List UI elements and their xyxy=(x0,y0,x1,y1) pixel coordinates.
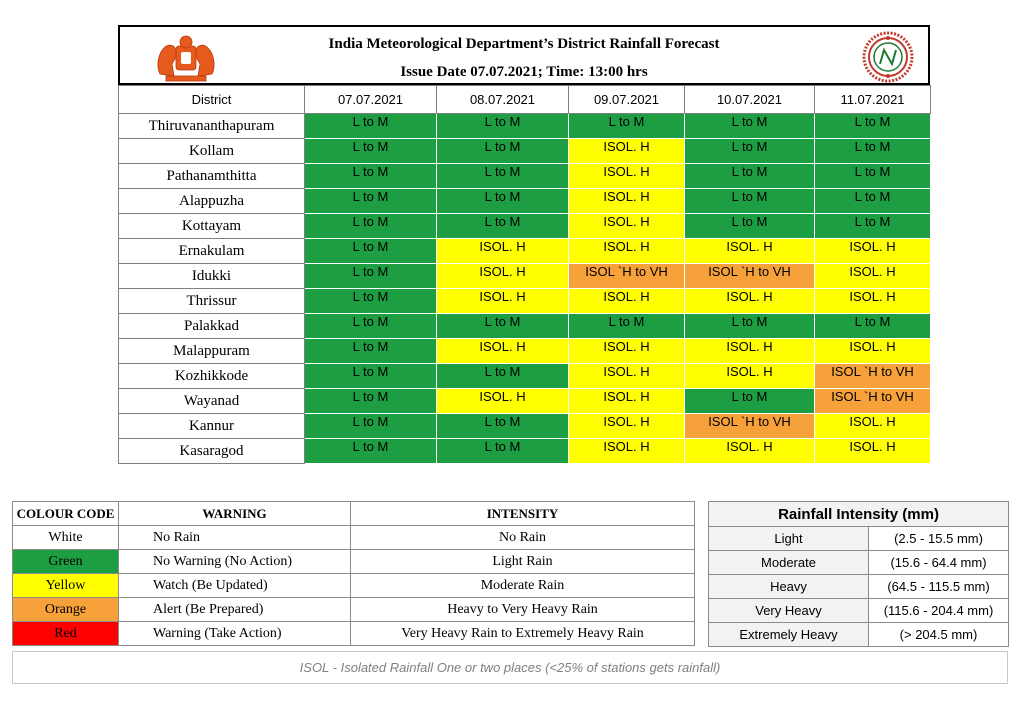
forecast-cell: ISOL. H xyxy=(437,289,569,314)
forecast-cell: ISOL. H xyxy=(569,189,685,214)
intensity-text: No Rain xyxy=(351,526,695,550)
forecast-cell: L to M xyxy=(815,139,931,164)
forecast-cell: L to M xyxy=(437,114,569,139)
forecast-cell: L to M xyxy=(437,214,569,239)
warning-text: Alert (Be Prepared) xyxy=(119,598,351,622)
forecast-cell: ISOL. H xyxy=(437,389,569,414)
forecast-cell: ISOL. H xyxy=(685,364,815,389)
forecast-cell: ISOL. H xyxy=(569,164,685,189)
forecast-cell: ISOL. H xyxy=(569,414,685,439)
forecast-cell: L to M xyxy=(815,114,931,139)
table-row xyxy=(709,575,1009,599)
forecast-cell: ISOL. H xyxy=(815,239,931,264)
forecast-cell: ISOL. H xyxy=(437,339,569,364)
forecast-cell: L to M xyxy=(815,189,931,214)
forecast-cell: L to M xyxy=(305,289,437,314)
forecast-cell: ISOL. H xyxy=(569,389,685,414)
table-row xyxy=(709,623,1009,647)
forecast-cell: L to M xyxy=(815,164,931,189)
district-name: Pathanamthitta xyxy=(119,164,305,189)
forecast-cell: ISOL. H xyxy=(685,439,815,464)
forecast-cell: L to M xyxy=(305,339,437,364)
forecast-cell: ISOL `H to VH xyxy=(569,264,685,289)
forecast-cell: ISOL `H to VH xyxy=(815,364,931,389)
forecast-cell: ISOL. H xyxy=(569,239,685,264)
legend-header-row xyxy=(13,502,695,526)
rainfall-intensity-title: Rainfall Intensity (mm) xyxy=(709,502,1009,527)
district-name: Kottayam xyxy=(119,214,305,239)
district-name: Alappuzha xyxy=(119,189,305,214)
forecast-cell: ISOL `H to VH xyxy=(685,414,815,439)
table-row xyxy=(119,314,931,339)
forecast-cell: L to M xyxy=(305,189,437,214)
table-row xyxy=(709,551,1009,575)
table-row xyxy=(119,189,931,214)
forecast-cell: L to M xyxy=(437,189,569,214)
table-row xyxy=(119,339,931,364)
table-row xyxy=(13,574,695,598)
forecast-cell: L to M xyxy=(437,139,569,164)
district-name: Kozhikkode xyxy=(119,364,305,389)
forecast-cell: L to M xyxy=(305,114,437,139)
district-name: Kannur xyxy=(119,414,305,439)
colour-code-swatch: Orange xyxy=(13,598,119,622)
forecast-cell: ISOL. H xyxy=(685,239,815,264)
rainfall-intensity-table xyxy=(708,501,1009,647)
table-row xyxy=(13,598,695,622)
table-row xyxy=(119,414,931,439)
warning-text: No Warning (No Action) xyxy=(119,550,351,574)
forecast-cell: L to M xyxy=(305,439,437,464)
forecast-cell: L to M xyxy=(437,414,569,439)
forecast-cell: ISOL. H xyxy=(815,289,931,314)
forecast-cell: L to M xyxy=(305,239,437,264)
forecast-cell: L to M xyxy=(437,439,569,464)
district-column-header: District xyxy=(119,86,305,114)
warning-text: No Rain xyxy=(119,526,351,550)
table-row xyxy=(13,526,695,550)
forecast-table xyxy=(118,85,931,464)
date-column-header: 10.07.2021 xyxy=(685,86,815,114)
intensity-range: (64.5 - 115.5 mm) xyxy=(869,575,1009,599)
forecast-cell: L to M xyxy=(685,389,815,414)
district-name: Wayanad xyxy=(119,389,305,414)
forecast-cell: L to M xyxy=(305,214,437,239)
intensity-text: Heavy to Very Heavy Rain xyxy=(351,598,695,622)
intensity-category: Heavy xyxy=(709,575,869,599)
forecast-cell: L to M xyxy=(305,314,437,339)
forecast-cell: L to M xyxy=(815,214,931,239)
forecast-cell: L to M xyxy=(685,114,815,139)
table-row xyxy=(13,550,695,574)
forecast-cell: L to M xyxy=(685,214,815,239)
table-row xyxy=(709,599,1009,623)
district-name: Idukki xyxy=(119,264,305,289)
table-row xyxy=(119,164,931,189)
table-row xyxy=(119,239,931,264)
forecast-cell: L to M xyxy=(437,164,569,189)
intensity-range: (115.6 - 204.4 mm) xyxy=(869,599,1009,623)
table-row xyxy=(13,622,695,646)
intensity-category: Very Heavy xyxy=(709,599,869,623)
table-row xyxy=(119,389,931,414)
forecast-cell: L to M xyxy=(569,314,685,339)
warning-text: Warning (Take Action) xyxy=(119,622,351,646)
forecast-cell: L to M xyxy=(685,314,815,339)
forecast-cell: L to M xyxy=(815,314,931,339)
colour-code-swatch: White xyxy=(13,526,119,550)
forecast-cell: L to M xyxy=(685,189,815,214)
district-name: Malappuram xyxy=(119,339,305,364)
intensity-text: Very Heavy Rain to Extremely Heavy Rain xyxy=(351,622,695,646)
intensity-range: (15.6 - 64.4 mm) xyxy=(869,551,1009,575)
forecast-cell: ISOL. H xyxy=(569,339,685,364)
district-name: Kollam xyxy=(119,139,305,164)
issue-date: Issue Date 07.07.2021; Time: 13:00 hrs xyxy=(400,64,648,80)
forecast-cell: L to M xyxy=(305,139,437,164)
date-column-header: 07.07.2021 xyxy=(305,86,437,114)
colour-code-header: COLOUR CODE xyxy=(13,502,119,526)
forecast-cell: ISOL. H xyxy=(569,439,685,464)
forecast-cell: ISOL. H xyxy=(569,139,685,164)
district-name: Thrissur xyxy=(119,289,305,314)
forecast-title: India Meteorological Department’s District Rainfall Forecast xyxy=(328,36,720,52)
forecast-cell: L to M xyxy=(685,139,815,164)
forecast-cell: ISOL. H xyxy=(815,414,931,439)
forecast-cell: L to M xyxy=(305,389,437,414)
rainfall-intensity-panel xyxy=(708,501,1008,647)
intensity-category: Light xyxy=(709,527,869,551)
table-row xyxy=(119,214,931,239)
forecast-cell: L to M xyxy=(437,314,569,339)
intensity-category: Moderate xyxy=(709,551,869,575)
table-row xyxy=(119,139,931,164)
warning-header: WARNING xyxy=(119,502,351,526)
forecast-cell: ISOL. H xyxy=(815,339,931,364)
intensity-range: (> 204.5 mm) xyxy=(869,623,1009,647)
rainfall-intensity-header-row xyxy=(709,502,1009,527)
table-row xyxy=(119,364,931,389)
intensity-header: INTENSITY xyxy=(351,502,695,526)
forecast-cell: ISOL `H to VH xyxy=(815,389,931,414)
colour-code-swatch: Red xyxy=(13,622,119,646)
forecast-cell: ISOL. H xyxy=(685,339,815,364)
district-name: Kasaragod xyxy=(119,439,305,464)
intensity-text: Light Rain xyxy=(351,550,695,574)
forecast-panel xyxy=(118,25,930,464)
isol-footnote: ISOL - Isolated Rainfall One or two places (<25% of stations gets rainfall) xyxy=(12,651,1008,684)
imd-logo xyxy=(860,30,916,84)
forecast-cell: ISOL `H to VH xyxy=(685,264,815,289)
district-name: Palakkad xyxy=(119,314,305,339)
forecast-cell: ISOL. H xyxy=(437,239,569,264)
date-column-header: 08.07.2021 xyxy=(437,86,569,114)
forecast-cell: ISOL. H xyxy=(569,289,685,314)
forecast-cell: L to M xyxy=(305,364,437,389)
table-row xyxy=(119,289,931,314)
forecast-cell: L to M xyxy=(569,114,685,139)
intensity-range: (2.5 - 15.5 mm) xyxy=(869,527,1009,551)
date-column-header: 09.07.2021 xyxy=(569,86,685,114)
intensity-category: Extremely Heavy xyxy=(709,623,869,647)
intensity-text: Moderate Rain xyxy=(351,574,695,598)
table-row xyxy=(119,264,931,289)
forecast-cell: L to M xyxy=(305,414,437,439)
forecast-header-row xyxy=(119,86,931,114)
legend-table xyxy=(12,501,695,646)
forecast-cell: ISOL. H xyxy=(569,364,685,389)
forecast-cell: ISOL. H xyxy=(815,439,931,464)
warning-text: Watch (Be Updated) xyxy=(119,574,351,598)
colour-code-swatch: Yellow xyxy=(13,574,119,598)
table-row xyxy=(119,439,931,464)
colour-code-legend xyxy=(12,501,694,646)
date-column-header: 11.07.2021 xyxy=(815,86,931,114)
forecast-cell: L to M xyxy=(437,364,569,389)
forecast-cell: ISOL. H xyxy=(685,289,815,314)
forecast-header xyxy=(118,25,930,85)
forecast-cell: L to M xyxy=(305,164,437,189)
table-row xyxy=(119,114,931,139)
forecast-cell: L to M xyxy=(305,264,437,289)
forecast-cell: ISOL. H xyxy=(815,264,931,289)
forecast-cell: ISOL. H xyxy=(437,264,569,289)
forecast-cell: ISOL. H xyxy=(569,214,685,239)
district-name: Ernakulam xyxy=(119,239,305,264)
forecast-cell: L to M xyxy=(685,164,815,189)
district-name: Thiruvananthapuram xyxy=(119,114,305,139)
colour-code-swatch: Green xyxy=(13,550,119,574)
table-row xyxy=(709,527,1009,551)
